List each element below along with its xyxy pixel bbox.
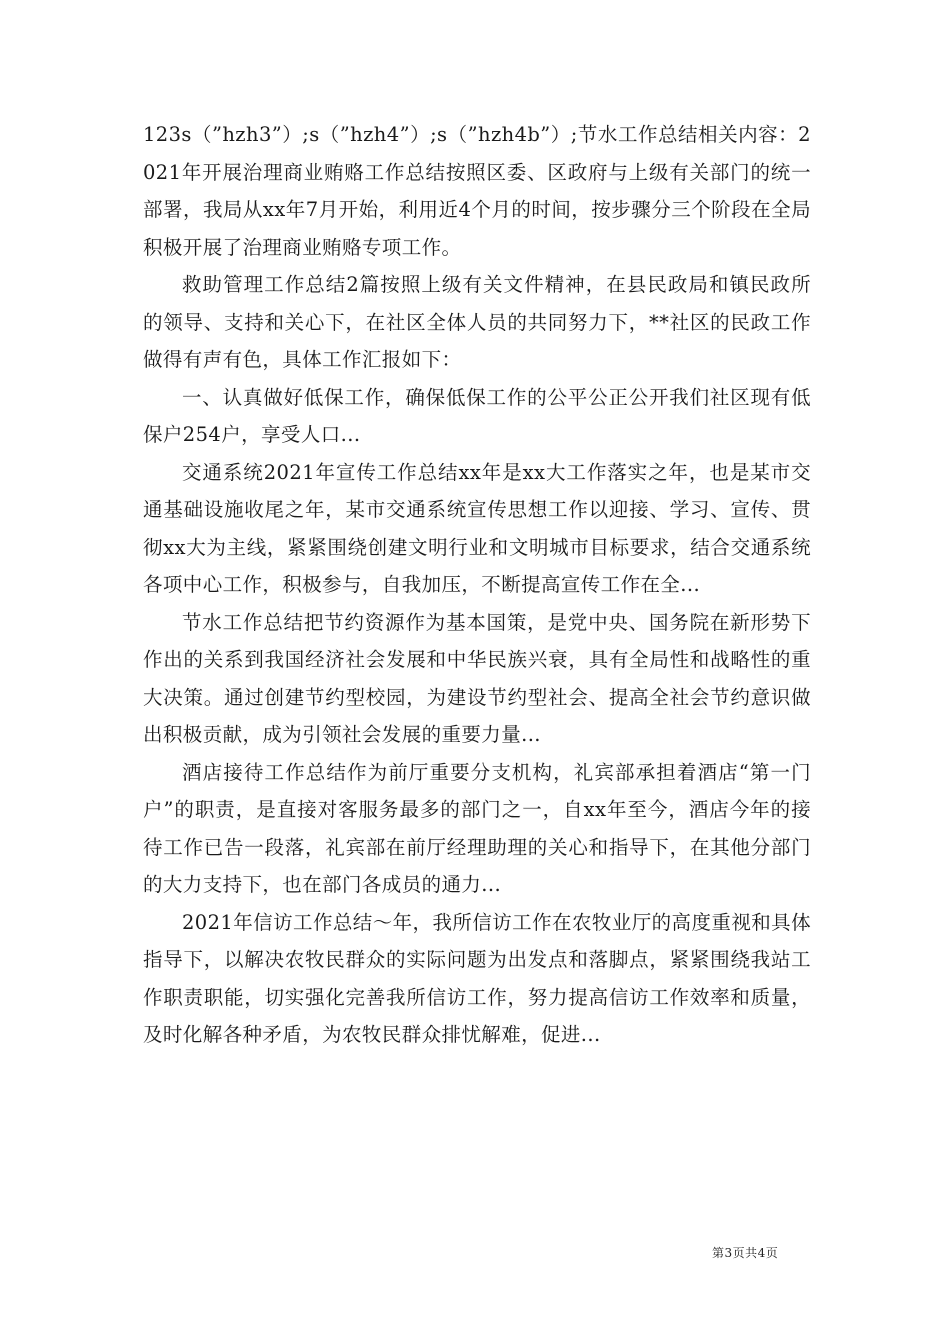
paragraph-petition-work: 2021年信访工作总结～年，我所信访工作在农牧业厅的高度重视和具体指导下，以解决农牧民群众的实际问题为出发点和落脚点，紧紧围绕我站工作职责职能，切实强化完善我所信访工作，努力提高信访工作效率和质量，及时化解各种矛盾，为农牧民群众排忧解难，促进... — [143, 910, 811, 1046]
paragraph-water-saving: 节水工作总结把节约资源作为基本国策，是党中央、国务院在新形势下作出的关系到我国经济社会发展和中华民族兴衰，具有全局性和战略性的重大决策。通过创建节约型校园，为建设节约型社会、提高全社会节约意识做出积极贡献，成为引领社会发展的重要力量... — [143, 610, 811, 746]
paragraph-hotel-reception: 酒店接待工作总结作为前厅重要分支机构，礼宾部承担着酒店“第一门户”的职责，是直接对客服务最多的部门之一，自xx年至今，酒店今年的接待工作已告一段落，礼宾部在前厅经理助理的关心和指导下，在其他分部门的大力支持下，也在部门各成员的通力... — [143, 760, 811, 896]
paragraph-low-income: 一、认真做好低保工作，确保低保工作的公平公正公开我们社区现有低保户254户，享受人口... — [143, 385, 811, 446]
paragraph-intro: 123s（”hzh3”）;s（”hzh4”）;s（”hzh4b”）;节水工作总结相关内容：2021年开展治理商业贿赂工作总结按照区委、区政府与上级有关部门的统一部署，我局从xx年7月开始，利用近4个月的时间，按步骤分三个阶段在全局积极开展了治理商业贿赂专项工作。 — [143, 123, 811, 259]
document-body — [143, 116, 811, 1054]
page-number: 第3页共4页 — [712, 1246, 779, 1260]
paragraph-transport-publicity: 交通系统2021年宣传工作总结xx年是xx大工作落实之年，也是某市交通基础设施收尾之年，某市交通系统宣传思想工作以迎接、学习、宣传、贯彻xx大为主线，紧紧围绕创建文明行业和文明城市目标要求，结合交通系统各项中心工作，积极参与，自我加压，不断提高宣传工作在全... — [143, 460, 811, 596]
paragraph-rescue-management: 救助管理工作总结2篇按照上级有关文件精神，在县民政局和镇民政所的领导、支持和关心下，在社区全体人员的共同努力下，**社区的民政工作做得有声有色，具体工作汇报如下： — [143, 273, 811, 371]
